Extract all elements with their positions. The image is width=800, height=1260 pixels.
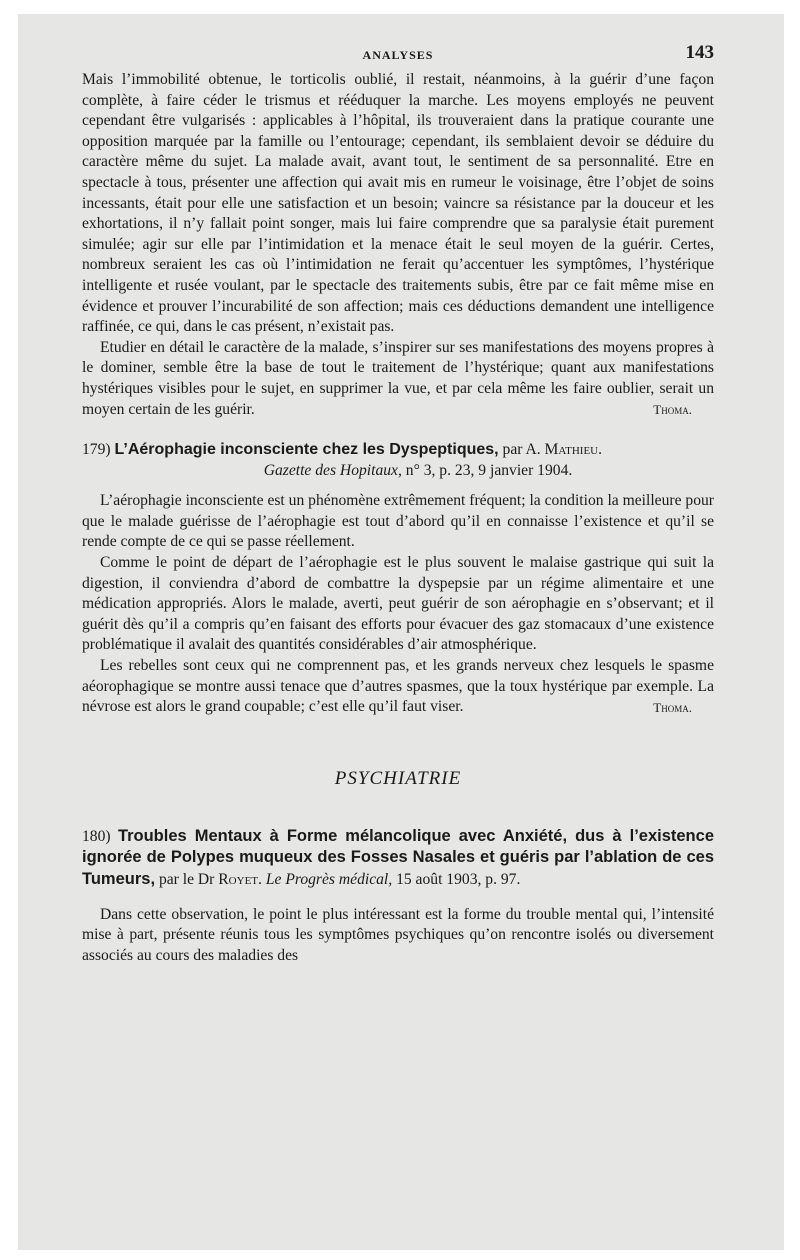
article-heading (82, 826, 714, 891)
page-content (82, 42, 714, 966)
paragraph: L’aérophagie inconsciente est un phénomène extrêmement fréquent; la condition la meilleure pour que le malade guérisse de l’aérophagie est tout d’abord qu’il en connaisse l’existence et qu’il se rende compte de ce qui se passe réellement. (82, 492, 714, 551)
article-title: L’Aérophagie inconsciente chez les Dyspeptiques, (114, 441, 499, 459)
paragraph: Etudier en détail le caractère de la malade, s’inspirer sur ses manifestations des moyens propres à le dominer, semble être la base de tout le traitement de l’hystérique; quant aux manifestations hystériques visibles pour le sujet, en supprimer la vue, et par cela même les faire oublier, serait un moyen certain de les guérir. (82, 338, 714, 418)
article-heading (82, 440, 714, 481)
paragraph: Comme le point de départ de l’aérophagie est le plus souvent le malaise gastrique qui suit la digestion, il conviendra d’abord de combattre la dyspepsie par un régime alimentaire et une médication appropriés. Alors le malade, averti, peut guérir de son aérophagie en s’observant; et il guérit dès qu’il a compris qu’en faisant des efforts pour évacuer des gaz stomacaux d’une existence problématique il avalait des quantités considérables d’air atmosphérique. (82, 554, 714, 654)
paragraph: Dans cette observation, le point le plus intéressant est la forme du trouble mental qui, l’intensité mise à part, présente réunis tous les symptômes psychiques qu’on rencontre isolés ou diversement associés au cours des maladies des (82, 905, 714, 964)
paragraph: Mais l’immobilité obtenue, le torticolis oublié, il restait, néanmoins, à la guérir d’une façon complète, à faire céder le trismus et rééduquer la marche. Les moyens employés ne peuvent cependant être vulgarisés : applicables à l’hôpital, ils trouveraient dans la pratique courante une opposition marquée par la famille ou l’entourage; cependant, ils semblaient devoir se déduire du caractère même du sujet. La malade avait, avant tout, le sentiment de sa personnalité. Etre en spectacle à tous, présenter une affection qui avait mis en rumeur le voisinage, être l’objet de soins incessants, était pour elle une satisfaction et un besoin; vaincre sa résistance par la douceur et les exhortations, il n’y fallait point songer, mais lui faire comprendre que sa paralysie était purement simulée; agir sur elle par l’intimidation et la menace était le seul moyen de la guérir. Certes, nombreux seraient les cas où l’intimidation ne ferait qu’accentuer les symptômes, l’hystérique intelligente et rusée voulant, par le spectacle des traitements subis, être par ce fait même mise en évidence et prouver l’incurabilité de son affection; mais ces déductions demandent une intelligence raffinée, ce qui, dans le cas présent, n’existait pas. (82, 71, 714, 336)
author-signature: Thoma. (653, 699, 692, 715)
paragraph: Les rebelles sont ceux qui ne comprennent pas, et les grands nerveux chez lesquels le spasme aéorophagique se montre aussi tenace que d’autres spasmes, que la toux hystérique par exemple. La névrose est alors le grand coupable; c’est elle qu’il faut viser. (82, 657, 714, 716)
article-title: Troubles Mentaux à Forme mélancolique avec Anxiété, dus à l’existence ignorée de Polypes muqueux des Fosses Nasales et guéris par l’ablation de ces Tumeurs, (82, 826, 714, 888)
article-body (82, 905, 714, 967)
article-number: 179) (82, 441, 111, 459)
journal-name: Le Progrès médical, (265, 871, 393, 888)
running-head (82, 42, 714, 70)
running-title: ANALYSES (362, 48, 434, 62)
article-continued (82, 70, 714, 420)
author-prefix: par le Dr (158, 871, 215, 888)
journal-details: 15 août 1903, p. 97. (396, 871, 521, 888)
journal-name: Gazette des Hopitaux, (263, 461, 402, 479)
author-signature: Thoma. (653, 402, 692, 418)
article-body (82, 491, 714, 718)
article-number: 180) (82, 827, 111, 845)
article-source (82, 461, 714, 482)
author-name: Mathieu. (544, 441, 603, 459)
author-prefix: par A. (502, 441, 541, 459)
author-name: Royet. (218, 871, 262, 888)
journal-details: n° 3, p. 23, 9 janvier 1904. (405, 461, 573, 479)
page-number: 143 (685, 42, 714, 63)
section-title: PSYCHIATRIE (334, 767, 462, 789)
scanned-page (18, 14, 784, 1250)
